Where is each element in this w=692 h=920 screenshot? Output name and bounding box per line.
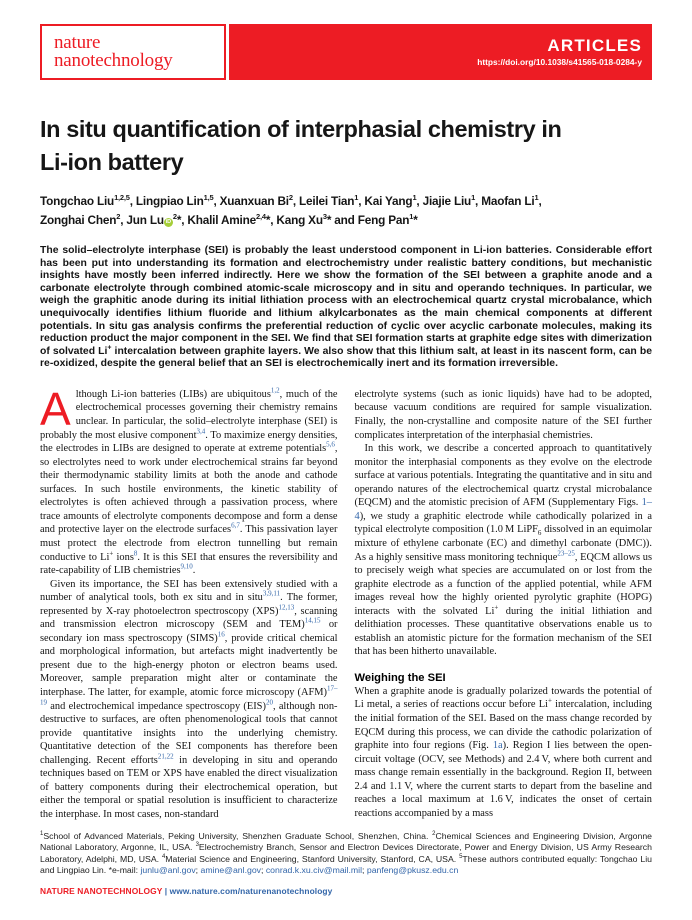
right-column (355, 388, 653, 822)
superscript: 3 (322, 212, 327, 222)
superscript: 1 (409, 212, 414, 222)
citation-ref[interactable]: 9,10 (180, 562, 193, 571)
drop-cap: A (40, 382, 71, 435)
affiliations-footnote: $^1$School of Advanced Materials, Peking University, Shenzhen Graduate School, Shenzhen, China. $^2$Chemical Sciences and Engineering Division, Argonne National Laboratory, Argonne, IL, USA. $^3$Electrochemistry Branch, Sensor and Electron Devices Directorate, Power and Energy Division, US Army Research Laboratory, Adelphi, MD, USA. $^4$Material Science and Engineering, Stanford University, Stanford, CA, USA. $^5$These authors contributed equally: Tongchao Liu and Lingpiao Lin. *e-mail: junlu@anl.gov; amine@anl.gov; conrad.k.xu.civ@mail.mil; panfeng@pkusz.edu.cn (40, 831, 652, 876)
section-heading: Weighing the SEI (354, 671, 446, 684)
citation-ref[interactable]: 12,13 (278, 603, 295, 612)
citation-ref[interactable]: 16 (217, 630, 225, 639)
footer-journal-url[interactable]: | www.nature.com/naturenanotechnology (164, 886, 333, 896)
superscript: 2 (116, 212, 121, 222)
superscript: 1 (471, 193, 476, 203)
citation-ref[interactable]: 8 (133, 549, 138, 558)
superscript: 3 (195, 842, 199, 849)
superscript: + (547, 696, 552, 705)
citation-ref[interactable]: 23–25 (557, 549, 575, 558)
inline-link[interactable]: panfeng@pkusz.edu.cn (366, 865, 459, 876)
article-title: In situ quantification of interphasial chemistry in Li-ion battery (40, 116, 562, 175)
inline-link[interactable]: 1–4 (354, 497, 652, 522)
inline-link[interactable]: junlu@anl.gov (140, 865, 196, 876)
paragraph: In this work, we describe a concerted approach to quantitatively monitor the interphasial components as they evolve on the electrode surface at various potentials. Integrating the quantitative and in situ and operando natures of the electrochemical quartz crystal microbalance (EQCM) and the atomistic precision of AFM (Supplementary Figs. 1–4), we study a graphitic electrode while cathodically polarized in a typical electrolyte composition (1.0 M LiPF$_6$ dissolved in an equimolar mixture of ethylene carbonate (EC) and dimethyl carbonate (DMC)). As a highly sensitive mass monitoring technique$^{23-25}$, EQCM allows us to precisely weigh what species are accumulated on or lost from the graphite electrode as a function of the applied potential, while AFM images reveal how the highly oriented pyrolytic graphite (HOPG) interacts with the solvated Li+ during the initial lithiation and delithiation processes. These quantitative observations enable us to establish an atomistic picture for the formation mechanism of the SEI that has been hitherto unavailable. (354, 443, 653, 658)
citation-ref[interactable]: 14,15 (304, 616, 321, 625)
citation-ref[interactable]: 1,2 (270, 386, 280, 395)
superscript: 1,2,5 (114, 193, 130, 203)
citation-ref[interactable]: 3,9,11 (262, 589, 281, 598)
superscript: 1,5 (203, 193, 214, 203)
superscript: 1 (40, 831, 44, 838)
superscript: 2 (288, 193, 293, 203)
left-column (40, 382, 338, 822)
superscript: 5 (459, 853, 463, 860)
superscript: 2 (432, 831, 436, 838)
citation-ref[interactable]: 17–19 (40, 684, 338, 707)
body-text (40, 382, 653, 822)
page-header (40, 24, 652, 80)
superscript: 1 (412, 193, 417, 203)
superscript: + (109, 549, 114, 558)
citation-ref[interactable]: 21,22 (157, 752, 174, 761)
author-list: Tongchao Liu$^{1,2,5}$, Lingpiao Lin$^{1,5}$, Xuanxuan Bi$^2$, Leilei Tian$^1$, Kai Yang$^1$, Jiajie Liu$^1$, Maofan Li$^1$, Zonghai Chen$^2$, Jun Lu $iD^2*$, Khalil Amine$^{2,4}$*, Kang Xu$^3$* and Feng Pan$^1$* (40, 193, 542, 227)
paragraph: Although Li-ion batteries (LIBs) are ubiquitous$^{1,2}$, much of the electrochemical processes governing their chemistry remains unclear. In particular, the solid–electrolyte interphase (SEI) is probably the most elusive component$^{3,4}$. To maximize energy densities, the electrodes in LIBs are designed to operate at extreme potentials$^{5,6}$, so electrolytes need to work under electrochemical strains far beyond their thermodynamic stability limits at both the anode and cathode surfaces. In such hostile environments, the kinetic stability of electrolytes is often achieved through a passivation process, where trace amounts of electrolyte components decompose and form a dense and protective layer on the electrode surfaces$^{6,7}$. This passivation layer must protect the electrode from electron tunnelling but remain conductive to Li+ ions$^8$. It is this SEI that ensures the reversibility and rate-capability of LIB chemistries$^{9,10}$. (40, 382, 338, 577)
orcid-icon[interactable]: iD (165, 219, 171, 225)
superscript: 1 (534, 193, 539, 203)
paragraph: Given its importance, the SEI has been extensively studied with a number of analytical tools, both ex situ and in situ$^{3,9,11}$. The former, represented by X-ray photoelectron spectroscopy (XPS)$^{12,13}$, scanning and transmission electron microscopy (SEM and TEM)$^{14,15}$ or secondary ion mass spectroscopy (SIMS)$^{16}$, provide critical chemical and morphological information, but artefacts might inadvertently be present due to the high-energy photon or electron beams used. Moreover, sample preparation might alter or contaminate the interphase. The latter, for example, atomic force microscopy (AFM)$^{17-19}$ and electrochemical impedance spectroscopy (EIS)$^{20}$, although non-destructive to surfaces, are often phenomenological tools that cannot provide quantitative insights into the underlying chemistry. Quantitative detection of the SEI components has therefore been challenging. Recent efforts$^{21,22}$ in developing in situ and operando techniques based on TEM or XPS have enabled the direct visualization of battery components during their electrochemical operation, but either the temporal or spatial resolution is insufficient to characterize the interphase. In most cases, non-standard (40, 578, 338, 820)
doi-link[interactable]: https://doi.org/10.1038/s41565-018-0284-y (477, 57, 642, 67)
superscript: 4 (161, 853, 166, 860)
superscript: + (107, 344, 112, 352)
nature-nanotechnology-logo (40, 24, 226, 80)
citation-ref[interactable]: 3,4 (196, 427, 206, 436)
abstract: The solid–electrolyte interphase (SEI) is probably the least understood component in Li-ion batteries. Considerable effort has been put into understanding its formation and electrochemistry under realistic battery conditions, but mechanistic insights have mostly been inferred indirectly. Here we show the formation of the SEI between a graphite anode and a carbonate electrolyte through combined atomic-scale microscopy and in situ and operando techniques. In particular, we weigh the graphitic anode during its initial lithiation process with an electrochemical quartz crystal microbalance, which unequivocally identifies lithium fluoride and lithium alkylcarbonates as the main chemical components at different potentials. In situ gas analysis confirms the preferential reduction of cyclic over acyclic carbonate molecules, making its reduction product the major component in the SEI. We find that SEI formation starts at graphite edge sites with dimerization of solvated Li+ intercalation between graphite layers. We also show that this lithium salt, at least in its nascent form, can be re-oxidized, despite the general belief that an SEI is electrochemically inert and its formation irreversible. (40, 245, 652, 370)
superscript: 1 (354, 193, 359, 203)
superscript: + (494, 603, 499, 612)
paragraph: electrolyte systems (such as ionic liquids) have had to be adopted, because vacuum conditions are required for sample visualization. Finally, the non-crystalline and composite nature of the SEI further complicates interpretation of the interphasial chemistries. (354, 388, 652, 441)
superscript: 2,4 (256, 212, 266, 222)
superscript: 2 (172, 212, 177, 222)
articles-banner (229, 24, 652, 80)
inline-link[interactable]: amine@anl.gov (200, 865, 261, 876)
footer-journal-name: NATURE NANOTECHNOLOGY (40, 886, 163, 896)
page-footer (40, 886, 332, 896)
article-type-label: ARTICLES (547, 36, 642, 55)
journal-logo-text: nature nanotechnology (54, 32, 173, 71)
paragraph: When a graphite anode is gradually polarized towards the potential of Li metal, a series of reactions occur before Li+ intercalation, including the initial formation of the SEI. Based on the mass change recorded by EQCM during this process, we can divide the cathodic polarization of graphite into four regions (Fig. 1a). Region I lies between the open-circuit voltage (OCV, see Methods) and 2.4 V, where both current and mass change remain essentially in the background. Region II, between 2.4 and 1.1 V, where the current starts to depart from the baseline and reaches a local maximum at 1.6 V, indicates the onset of certain reactions accompanied by a mass (354, 685, 652, 819)
inline-link[interactable]: 1a (492, 740, 503, 752)
citation-ref[interactable]: 20 (265, 698, 273, 707)
citation-ref[interactable]: 6,7 (231, 521, 240, 530)
citation-ref[interactable]: 5,6 (326, 440, 335, 449)
subscript: 6 (537, 529, 542, 538)
inline-link[interactable]: conrad.k.xu.civ@mail.mil (265, 865, 363, 876)
